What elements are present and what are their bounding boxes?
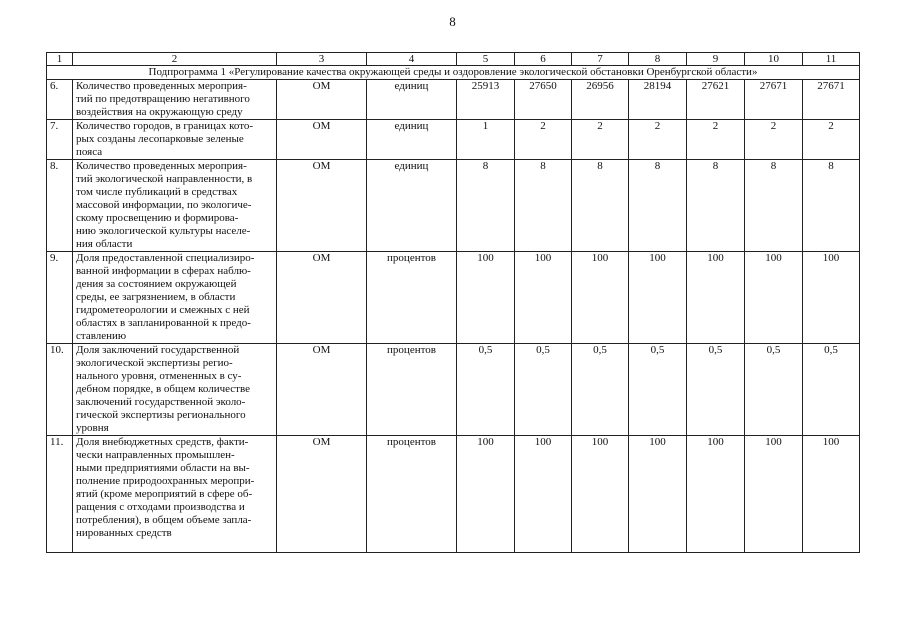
row-number: 9. (47, 252, 73, 344)
indicator-name-line: дения за состоянием окружающей (76, 278, 237, 290)
indicator-name-line: потребления), в общем объеме запла- (76, 514, 252, 526)
value-cell: 0,5 (572, 344, 629, 436)
indicator-type: ОМ (277, 120, 367, 160)
value-cell: 26956 (572, 80, 629, 120)
indicator-name-line: Доля заключений государственной (76, 344, 240, 356)
value-cell: 0,5 (515, 344, 572, 436)
value-cell: 2 (629, 120, 687, 160)
indicator-name-line: ными предприятиями области на вы- (76, 462, 250, 474)
table-row (47, 120, 860, 160)
indicator-name-line: дебном порядке, в общем количестве (76, 383, 250, 395)
indicator-name (73, 80, 277, 120)
value-cell: 100 (629, 252, 687, 344)
value-cell: 2 (572, 120, 629, 160)
value-cell: 27650 (515, 80, 572, 120)
table-row (47, 252, 860, 344)
indicator-name-line: полнение природоохранных меропри- (76, 475, 255, 487)
indicator-type: ОМ (277, 436, 367, 553)
indicator-type: ОМ (277, 80, 367, 120)
value-cell: 8 (687, 160, 745, 252)
unit-of-measure: процентов (367, 344, 457, 436)
indicator-name-line: том числе публикаций в средствах (76, 186, 238, 198)
value-cell: 100 (572, 436, 629, 553)
value-cell: 100 (803, 436, 860, 553)
indicator-type: ОМ (277, 344, 367, 436)
indicator-name (73, 252, 277, 344)
value-cell: 100 (515, 252, 572, 344)
indicator-name-line: Количество проведенных мероприя- (76, 160, 247, 172)
header-cell-8: 8 (629, 53, 687, 66)
indicator-name-line: областях в запланированной к предо- (76, 317, 251, 329)
indicator-name-line: нального уровня, отмененных в су- (76, 370, 242, 382)
indicator-name-line: Количество проведенных мероприя- (76, 80, 247, 92)
value-cell: 8 (629, 160, 687, 252)
indicator-name-line: воздействия на окружающую среду (76, 106, 243, 118)
value-cell: 100 (803, 252, 860, 344)
indicator-name-line: нированных средств (76, 527, 172, 539)
value-cell: 8 (572, 160, 629, 252)
table-row (47, 344, 860, 436)
unit-of-measure: процентов (367, 252, 457, 344)
indicator-name-line: чески направленных промышлен- (76, 449, 235, 461)
indicator-name-line: тий по предотвращению негативного (76, 93, 250, 105)
indicator-name-line: массовой информации, по экологиче- (76, 199, 252, 211)
row-number: 11. (47, 436, 73, 553)
value-cell: 2 (745, 120, 803, 160)
value-cell: 27671 (745, 80, 803, 120)
table-row (47, 80, 860, 120)
indicator-name-line: ставлению (76, 330, 127, 342)
header-cell-3: 3 (277, 53, 367, 66)
value-cell: 0,5 (457, 344, 515, 436)
value-cell: 28194 (629, 80, 687, 120)
value-cell: 8 (803, 160, 860, 252)
table-row (47, 160, 860, 252)
value-cell: 100 (457, 436, 515, 553)
header-cell-6: 6 (515, 53, 572, 66)
indicator-name-line: тий экологической направленности, в (76, 173, 253, 185)
value-cell: 2 (687, 120, 745, 160)
value-cell: 0,5 (687, 344, 745, 436)
value-cell: 2 (515, 120, 572, 160)
indicator-name-line: гической экспертизы регионального (76, 409, 246, 421)
row-number: 6. (47, 80, 73, 120)
page-number: 8 (449, 14, 456, 29)
subprogram-row (47, 66, 860, 80)
value-cell: 0,5 (629, 344, 687, 436)
header-cell-9: 9 (687, 53, 745, 66)
header-row (47, 53, 860, 66)
indicator-type: ОМ (277, 160, 367, 252)
value-cell: 100 (687, 436, 745, 553)
header-cell-7: 7 (572, 53, 629, 66)
indicator-name-line: ращения с отходами производства и (76, 501, 245, 513)
value-cell: 0,5 (745, 344, 803, 436)
indicator-name-line: уровня (76, 422, 109, 434)
value-cell: 8 (745, 160, 803, 252)
value-cell: 100 (515, 436, 572, 553)
value-cell: 100 (745, 436, 803, 553)
row-number: 8. (47, 160, 73, 252)
header-cell-5: 5 (457, 53, 515, 66)
indicator-name-line: гидрометеорологии и смежных с ней (76, 304, 250, 316)
indicator-name (73, 344, 277, 436)
value-cell: 100 (572, 252, 629, 344)
header-cell-4: 4 (367, 53, 457, 66)
value-cell: 8 (457, 160, 515, 252)
row-number: 7. (47, 120, 73, 160)
unit-of-measure: процентов (367, 436, 457, 553)
indicator-name-line: Доля внебюджетных средств, факти- (76, 436, 249, 448)
value-cell: 8 (515, 160, 572, 252)
indicator-name (73, 436, 277, 553)
indicator-name-line: рых созданы лесопарковые зеленые (76, 133, 244, 145)
value-cell: 25913 (457, 80, 515, 120)
indicator-name-line: нию экологической культуры населе- (76, 225, 251, 237)
indicators-table (46, 52, 860, 553)
header-cell-1: 1 (47, 53, 73, 66)
indicator-name (73, 160, 277, 252)
value-cell: 2 (803, 120, 860, 160)
value-cell: 27621 (687, 80, 745, 120)
value-cell: 0,5 (803, 344, 860, 436)
indicator-name-line: скому просвещению и формирова- (76, 212, 239, 224)
value-cell: 100 (457, 252, 515, 344)
header-cell-11: 11 (803, 53, 860, 66)
indicator-type: ОМ (277, 252, 367, 344)
unit-of-measure: единиц (367, 160, 457, 252)
value-cell: 100 (629, 436, 687, 553)
indicator-name-line: Количество городов, в границах кото- (76, 120, 254, 132)
header-cell-10: 10 (745, 53, 803, 66)
value-cell: 1 (457, 120, 515, 160)
unit-of-measure: единиц (367, 80, 457, 120)
subprogram-title: Подпрограмма 1 «Регулирование качества окружающей среды и оздоровление экологической обстановки Оренбургской области» (47, 66, 860, 80)
indicator-name-line: Доля предоставленной специализиро- (76, 252, 255, 264)
indicator-name (73, 120, 277, 160)
indicator-name-line: ния области (76, 238, 133, 250)
indicator-name-line: ятий (кроме мероприятий в сфере об- (76, 488, 253, 500)
row-number: 10. (47, 344, 73, 436)
value-cell: 27671 (803, 80, 860, 120)
unit-of-measure: единиц (367, 120, 457, 160)
indicator-name-line: среды, ее загрязнением, в области (76, 291, 236, 303)
header-cell-2: 2 (73, 53, 277, 66)
value-cell: 100 (745, 252, 803, 344)
indicator-name-line: ванной информации в сферах наблю- (76, 265, 251, 277)
indicator-name-line: экологической экспертизы регио- (76, 357, 233, 369)
indicator-name-line: заключений государственной эколо- (76, 396, 246, 408)
value-cell: 100 (687, 252, 745, 344)
table-row (47, 436, 860, 553)
indicator-name-line: пояса (76, 146, 103, 158)
